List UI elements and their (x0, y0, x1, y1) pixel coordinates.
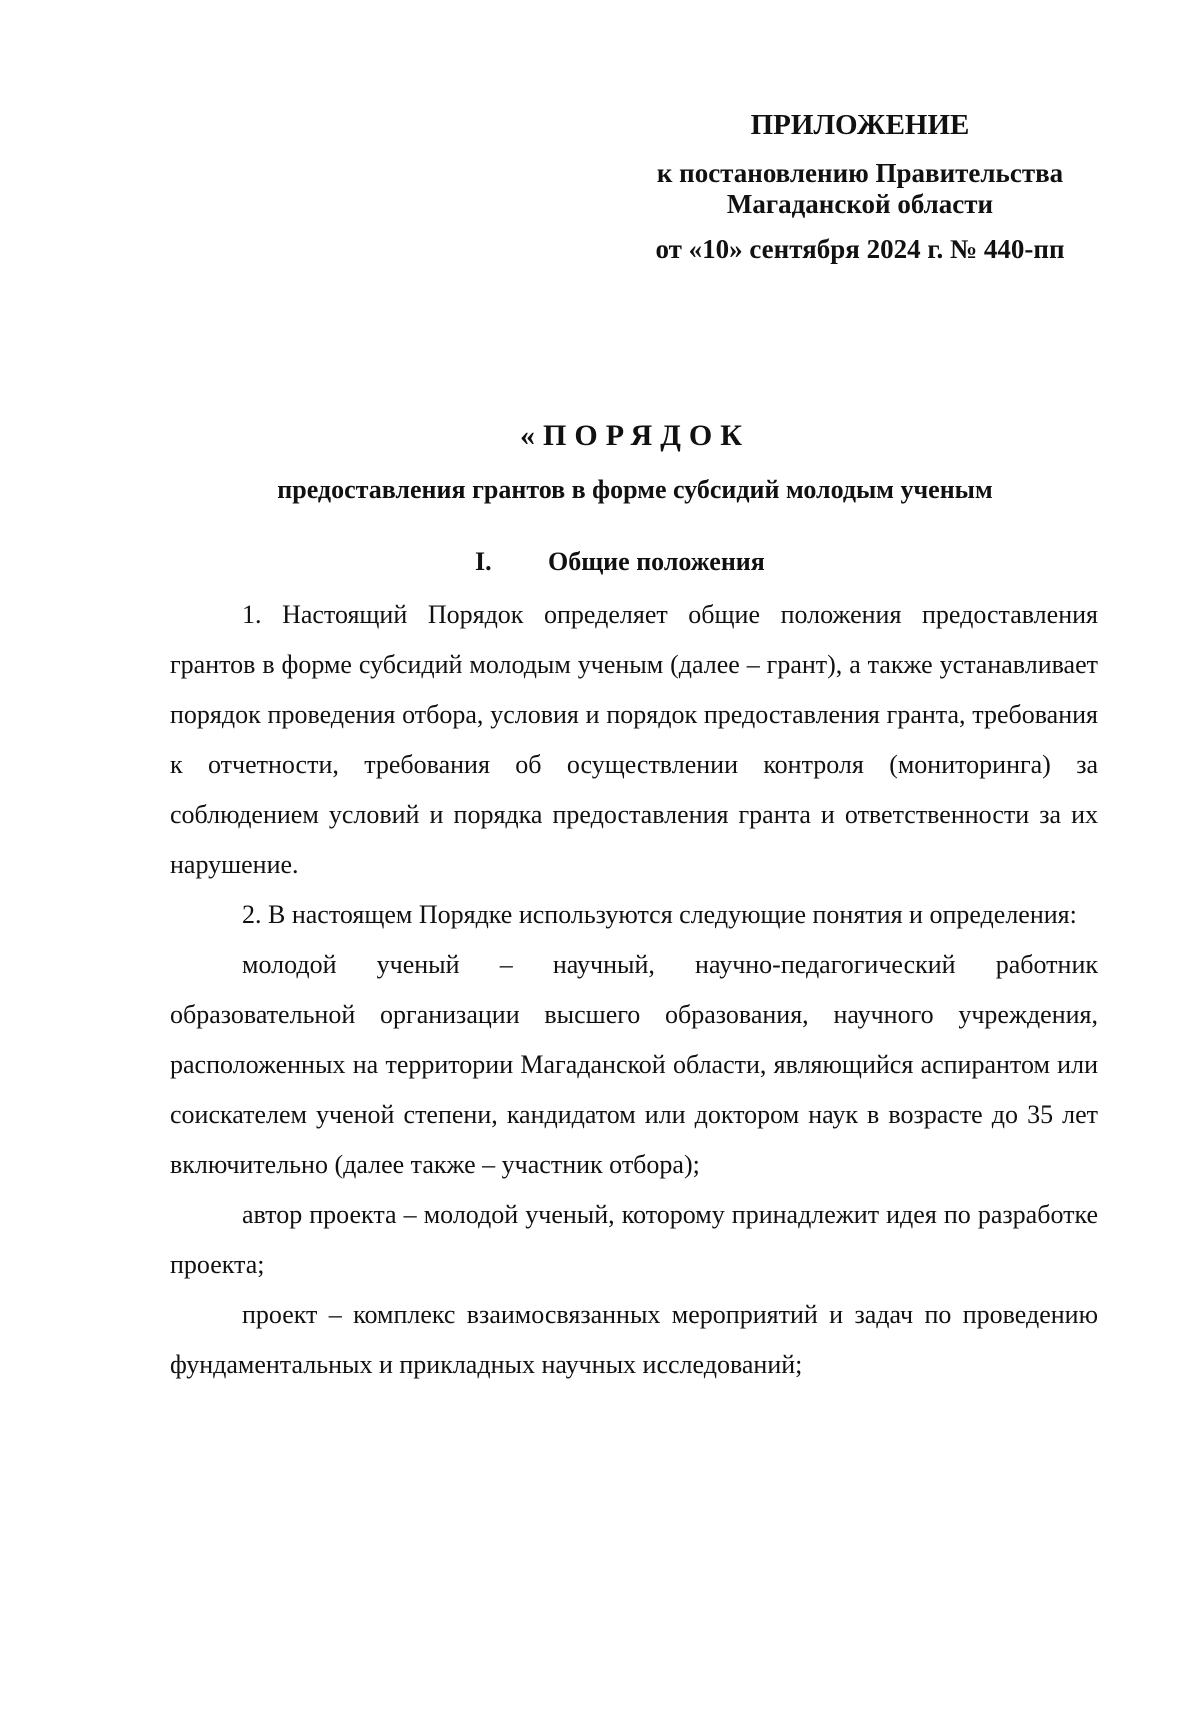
document-body (170, 590, 1098, 1390)
appendix-title: ПРИЛОЖЕНИЕ (750, 109, 970, 141)
document-title-subtitle: предоставления грантов в форме субсидий молодым ученым (277, 475, 993, 504)
paragraph-2: 2. В настоящем Порядке используются следующие понятия и определения: (242, 900, 1077, 929)
appendix-date: от «10» сентября 2024 г. № 440-пп (655, 234, 1065, 264)
definition-project: проект – комплекс взаимосвязанных мероприятий и задач по проведению фундаментальных и прикладных научных исследований; (170, 1300, 1098, 1379)
appendix-line-1: к постановлению Правительства (656, 158, 1064, 188)
section-title: Общие положения (548, 547, 765, 576)
document-title-main: «ПОРЯДОК (520, 419, 750, 452)
appendix-line-2: Магаданской области (726, 189, 994, 219)
definition-young-scientist: молодой ученый – научный, научно-педагогический работник образовательной организации высшего образования, научного учреждения, расположенных на территории Магаданской области, являющийся аспирантом или соискателем ученой степени, кандидатом или доктором наук в возрасте до 35 лет включительно (далее также – участник отбора); (170, 950, 1098, 1179)
definition-project-author: автор проекта – молодой ученый, которому принадлежит идея по разработке проекта; (170, 1200, 1098, 1279)
paragraph-1: 1. Настоящий Порядок определяет общие положения предоставления грантов в форме субсидий молодым ученым (далее – грант), а также устанавливает порядок проведения отбора, условия и порядок предоставления гранта, требования к отчетности, требования об осуществлении контроля (мониторинга) за соблюдением условий и порядка предоставления гранта и ответственности за их нарушение. (170, 600, 1098, 879)
appendix-header (600, 108, 1120, 265)
document-title (170, 418, 1100, 506)
section-number: I. (475, 547, 492, 576)
